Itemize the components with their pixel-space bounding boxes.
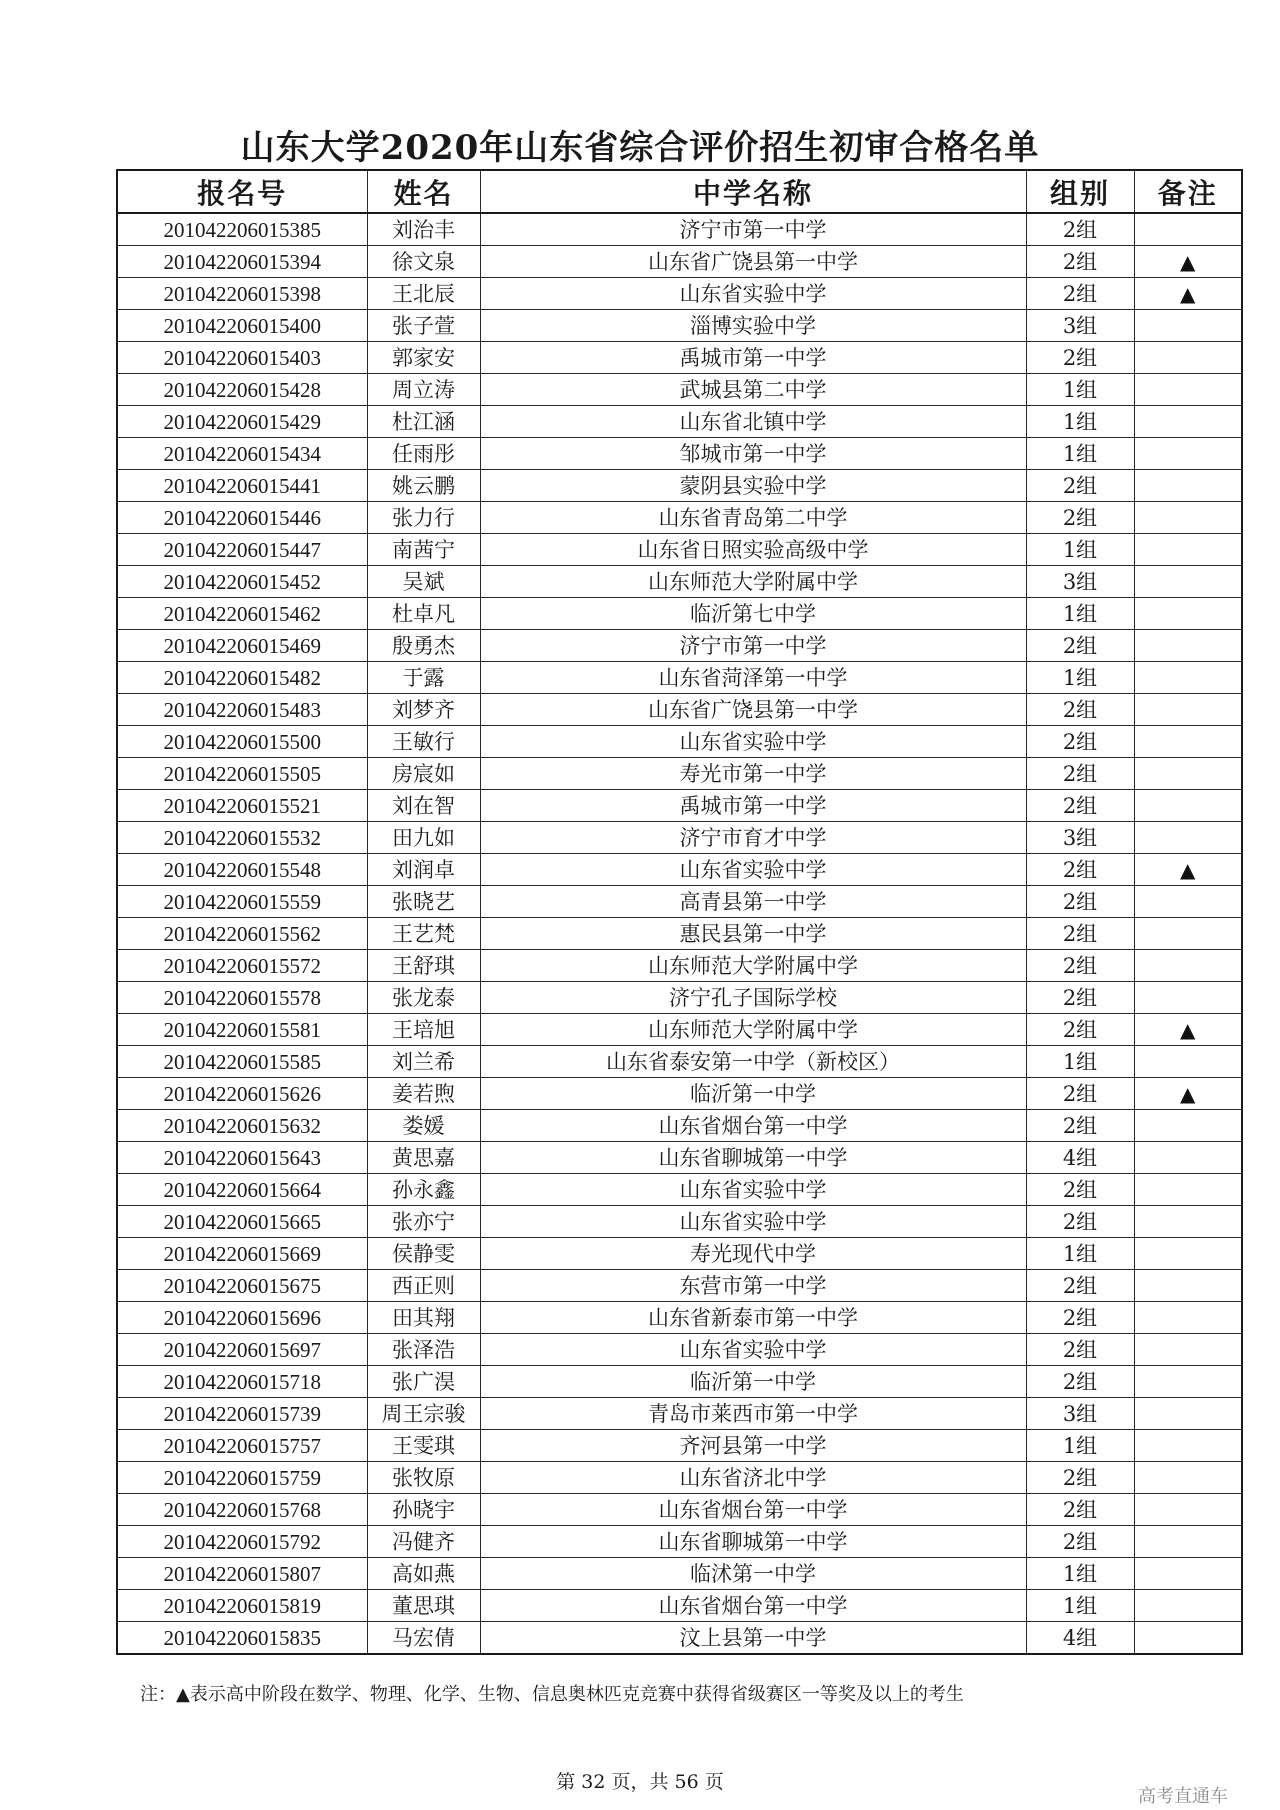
school-name: 山东省菏泽第一中学 [480, 662, 1026, 694]
registration-number: 201042206015632 [117, 1110, 367, 1142]
student-name: 董思琪 [367, 1590, 480, 1622]
registration-number: 201042206015505 [117, 758, 367, 790]
group: 2组 [1026, 1462, 1134, 1494]
student-name: 张泽浩 [367, 1334, 480, 1366]
group: 2组 [1026, 982, 1134, 1014]
registration-number: 201042206015521 [117, 790, 367, 822]
page-number: 第 32 页，共 56 页 [556, 1771, 724, 1793]
registration-number: 201042206015447 [117, 534, 367, 566]
school-name: 高青县第一中学 [480, 886, 1026, 918]
student-name: 王北辰 [367, 278, 480, 310]
school-name: 禹城市第一中学 [480, 342, 1026, 374]
remark [1134, 342, 1242, 374]
remark [1134, 1526, 1242, 1558]
registration-number: 201042206015441 [117, 470, 367, 502]
school-name: 山东师范大学附属中学 [480, 1014, 1026, 1046]
header-name: 姓名 [367, 170, 480, 213]
footnote: 注：▲表示高中阶段在数学、物理、化学、生物、信息奥林匹克竞赛中获得省级赛区一等奖及以上的考生 [140, 1684, 964, 1705]
group: 2组 [1026, 278, 1134, 310]
student-name: 张牧原 [367, 1462, 480, 1494]
registration-number: 201042206015664 [117, 1174, 367, 1206]
table-row [117, 1622, 1242, 1655]
table-row [117, 1110, 1242, 1142]
table-row [117, 1430, 1242, 1462]
school-name: 齐河县第一中学 [480, 1430, 1026, 1462]
registration-number: 201042206015665 [117, 1206, 367, 1238]
school-name: 济宁市第一中学 [480, 630, 1026, 662]
table-row [117, 1046, 1242, 1078]
table-row [117, 342, 1242, 374]
student-name: 孙晓宇 [367, 1494, 480, 1526]
group: 2组 [1026, 854, 1134, 886]
group: 1组 [1026, 406, 1134, 438]
group: 2组 [1026, 1494, 1134, 1526]
school-name: 济宁市育才中学 [480, 822, 1026, 854]
school-name: 山东省广饶县第一中学 [480, 694, 1026, 726]
student-name: 吴斌 [367, 566, 480, 598]
registration-number: 201042206015581 [117, 1014, 367, 1046]
remark [1134, 1462, 1242, 1494]
school-name: 汶上县第一中学 [480, 1622, 1026, 1655]
table-row [117, 694, 1242, 726]
registration-number: 201042206015792 [117, 1526, 367, 1558]
school-name: 山东省青岛第二中学 [480, 502, 1026, 534]
registration-number: 201042206015482 [117, 662, 367, 694]
student-name: 张龙泰 [367, 982, 480, 1014]
school-name: 山东省实验中学 [480, 726, 1026, 758]
remark [1134, 1494, 1242, 1526]
student-name: 房宸如 [367, 758, 480, 790]
student-name: 张亦宁 [367, 1206, 480, 1238]
registration-number: 201042206015446 [117, 502, 367, 534]
remark [1134, 950, 1242, 982]
group: 2组 [1026, 1526, 1134, 1558]
registration-number: 201042206015394 [117, 246, 367, 278]
remark [1134, 438, 1242, 470]
table-row [117, 1270, 1242, 1302]
remark [1134, 1398, 1242, 1430]
school-name: 山东省实验中学 [480, 278, 1026, 310]
student-name: 张力行 [367, 502, 480, 534]
registration-number: 201042206015398 [117, 278, 367, 310]
school-name: 邹城市第一中学 [480, 438, 1026, 470]
registration-number: 201042206015718 [117, 1366, 367, 1398]
school-name: 济宁市第一中学 [480, 213, 1026, 246]
group: 2组 [1026, 342, 1134, 374]
school-name: 山东省济北中学 [480, 1462, 1026, 1494]
registration-number: 201042206015548 [117, 854, 367, 886]
group: 2组 [1026, 1270, 1134, 1302]
table-row [117, 822, 1242, 854]
school-name: 禹城市第一中学 [480, 790, 1026, 822]
table-row [117, 758, 1242, 790]
school-name: 临沂第七中学 [480, 598, 1026, 630]
remark [1134, 758, 1242, 790]
header-remarks: 备注 [1134, 170, 1242, 213]
remark [1134, 1110, 1242, 1142]
table-row [117, 1558, 1242, 1590]
registration-number: 201042206015532 [117, 822, 367, 854]
remark [1134, 566, 1242, 598]
table-row [117, 374, 1242, 406]
student-name: 王舒琪 [367, 950, 480, 982]
group: 1组 [1026, 1590, 1134, 1622]
student-name: 姜若煦 [367, 1078, 480, 1110]
registration-number: 201042206015643 [117, 1142, 367, 1174]
registration-number: 201042206015500 [117, 726, 367, 758]
school-name: 山东省烟台第一中学 [480, 1494, 1026, 1526]
group: 2组 [1026, 726, 1134, 758]
table-row [117, 1590, 1242, 1622]
table-row [117, 1206, 1242, 1238]
table-row [117, 726, 1242, 758]
school-name: 山东省烟台第一中学 [480, 1590, 1026, 1622]
registration-number: 201042206015462 [117, 598, 367, 630]
registration-number: 201042206015759 [117, 1462, 367, 1494]
student-name: 田其翔 [367, 1302, 480, 1334]
group: 2组 [1026, 886, 1134, 918]
remark [1134, 406, 1242, 438]
school-name: 济宁孔子国际学校 [480, 982, 1026, 1014]
triangle-icon: ▲ [1134, 1078, 1242, 1110]
header-row [117, 170, 1242, 213]
table-row [117, 1462, 1242, 1494]
group: 2组 [1026, 758, 1134, 790]
table-row [117, 1398, 1242, 1430]
triangle-icon: ▲ [1134, 854, 1242, 886]
student-name: 姚云鹏 [367, 470, 480, 502]
remark [1134, 982, 1242, 1014]
group: 4组 [1026, 1142, 1134, 1174]
group: 1组 [1026, 438, 1134, 470]
student-name: 杜卓凡 [367, 598, 480, 630]
student-name: 周立涛 [367, 374, 480, 406]
student-name: 冯健齐 [367, 1526, 480, 1558]
table-row [117, 790, 1242, 822]
table-row [117, 1142, 1242, 1174]
student-name: 周王宗骏 [367, 1398, 480, 1430]
table-row [117, 982, 1242, 1014]
student-name: 殷勇杰 [367, 630, 480, 662]
table-row [117, 246, 1242, 278]
table-row [117, 502, 1242, 534]
remark [1134, 502, 1242, 534]
group: 2组 [1026, 470, 1134, 502]
school-name: 山东省日照实验高级中学 [480, 534, 1026, 566]
table-row [117, 406, 1242, 438]
table-row [117, 534, 1242, 566]
group: 2组 [1026, 694, 1134, 726]
school-name: 寿光市第一中学 [480, 758, 1026, 790]
school-name: 蒙阴县实验中学 [480, 470, 1026, 502]
table-row [117, 213, 1242, 246]
student-name: 孙永鑫 [367, 1174, 480, 1206]
group: 1组 [1026, 374, 1134, 406]
remark [1134, 310, 1242, 342]
school-name: 山东省北镇中学 [480, 406, 1026, 438]
registration-number: 201042206015626 [117, 1078, 367, 1110]
registration-number: 201042206015483 [117, 694, 367, 726]
student-name: 娄媛 [367, 1110, 480, 1142]
student-name: 刘梦齐 [367, 694, 480, 726]
triangle-icon: ▲ [1134, 278, 1242, 310]
triangle-icon: ▲ [1134, 1014, 1242, 1046]
school-name: 寿光现代中学 [480, 1238, 1026, 1270]
school-name: 青岛市莱西市第一中学 [480, 1398, 1026, 1430]
group: 1组 [1026, 598, 1134, 630]
registration-number: 201042206015452 [117, 566, 367, 598]
remark [1134, 1270, 1242, 1302]
roster-table [116, 169, 1243, 1655]
registration-number: 201042206015696 [117, 1302, 367, 1334]
table-row [117, 886, 1242, 918]
remark [1134, 918, 1242, 950]
group: 3组 [1026, 822, 1134, 854]
group: 2组 [1026, 1110, 1134, 1142]
table-row [117, 598, 1242, 630]
group: 2组 [1026, 1302, 1134, 1334]
remark [1134, 374, 1242, 406]
roster-body [117, 213, 1242, 1654]
school-name: 山东省实验中学 [480, 854, 1026, 886]
registration-number: 201042206015675 [117, 1270, 367, 1302]
school-name: 山东省新泰市第一中学 [480, 1302, 1026, 1334]
table-row [117, 1302, 1242, 1334]
student-name: 任雨彤 [367, 438, 480, 470]
school-name: 淄博实验中学 [480, 310, 1026, 342]
group: 3组 [1026, 310, 1134, 342]
student-name: 杜江涵 [367, 406, 480, 438]
group: 2组 [1026, 950, 1134, 982]
group: 2组 [1026, 1366, 1134, 1398]
school-name: 山东省聊城第一中学 [480, 1142, 1026, 1174]
school-name: 临沭第一中学 [480, 1558, 1026, 1590]
group: 1组 [1026, 1238, 1134, 1270]
table-row [117, 310, 1242, 342]
remark [1134, 1174, 1242, 1206]
group: 2组 [1026, 246, 1134, 278]
registration-number: 201042206015429 [117, 406, 367, 438]
school-name: 临沂第一中学 [480, 1078, 1026, 1110]
registration-number: 201042206015572 [117, 950, 367, 982]
table-row [117, 918, 1242, 950]
registration-number: 201042206015739 [117, 1398, 367, 1430]
registration-number: 201042206015835 [117, 1622, 367, 1655]
table-row [117, 662, 1242, 694]
student-name: 高如燕 [367, 1558, 480, 1590]
header-registration-number: 报名号 [117, 170, 367, 213]
group: 2组 [1026, 790, 1134, 822]
table-row [117, 854, 1242, 886]
student-name: 张晓艺 [367, 886, 480, 918]
student-name: 西正则 [367, 1270, 480, 1302]
school-name: 山东省实验中学 [480, 1206, 1026, 1238]
registration-number: 201042206015385 [117, 213, 367, 246]
student-name: 王艺梵 [367, 918, 480, 950]
table-row [117, 1526, 1242, 1558]
table-row [117, 1238, 1242, 1270]
group: 2组 [1026, 630, 1134, 662]
registration-number: 201042206015400 [117, 310, 367, 342]
student-name: 黄思嘉 [367, 1142, 480, 1174]
header-school-name: 中学名称 [480, 170, 1026, 213]
remark [1134, 726, 1242, 758]
remark [1134, 1142, 1242, 1174]
registration-number: 201042206015669 [117, 1238, 367, 1270]
student-name: 王敏行 [367, 726, 480, 758]
header-group: 组别 [1026, 170, 1134, 213]
student-name: 刘润卓 [367, 854, 480, 886]
table-row [117, 438, 1242, 470]
registration-number: 201042206015697 [117, 1334, 367, 1366]
student-name: 王培旭 [367, 1014, 480, 1046]
group: 2组 [1026, 918, 1134, 950]
remark [1134, 1334, 1242, 1366]
registration-number: 201042206015578 [117, 982, 367, 1014]
student-name: 徐文泉 [367, 246, 480, 278]
remark [1134, 1430, 1242, 1462]
school-name: 山东省广饶县第一中学 [480, 246, 1026, 278]
registration-number: 201042206015585 [117, 1046, 367, 1078]
registration-number: 201042206015403 [117, 342, 367, 374]
remark [1134, 1558, 1242, 1590]
student-name: 刘治丰 [367, 213, 480, 246]
student-name: 郭家安 [367, 342, 480, 374]
table-row [117, 1078, 1242, 1110]
student-name: 张广淏 [367, 1366, 480, 1398]
remark [1134, 213, 1242, 246]
page-title: 山东大学2020年山东省综合评价招生初审合格名单 [240, 128, 1040, 168]
school-name: 临沂第一中学 [480, 1366, 1026, 1398]
group: 2组 [1026, 1078, 1134, 1110]
table-row [117, 566, 1242, 598]
registration-number: 201042206015469 [117, 630, 367, 662]
table-row [117, 630, 1242, 662]
group: 1组 [1026, 534, 1134, 566]
remark [1134, 1590, 1242, 1622]
group: 3组 [1026, 566, 1134, 598]
registration-number: 201042206015757 [117, 1430, 367, 1462]
remark [1134, 1206, 1242, 1238]
remark [1134, 1302, 1242, 1334]
table-row [117, 1014, 1242, 1046]
group: 1组 [1026, 662, 1134, 694]
triangle-icon: ▲ [1134, 246, 1242, 278]
table-row [117, 1494, 1242, 1526]
school-name: 山东省泰安第一中学（新校区） [480, 1046, 1026, 1078]
remark [1134, 598, 1242, 630]
remark [1134, 790, 1242, 822]
remark [1134, 470, 1242, 502]
registration-number: 201042206015768 [117, 1494, 367, 1526]
remark [1134, 886, 1242, 918]
school-name: 惠民县第一中学 [480, 918, 1026, 950]
group: 3组 [1026, 1398, 1134, 1430]
school-name: 山东师范大学附属中学 [480, 950, 1026, 982]
remark [1134, 1046, 1242, 1078]
student-name: 刘兰希 [367, 1046, 480, 1078]
school-name: 武城县第二中学 [480, 374, 1026, 406]
table-row [117, 1366, 1242, 1398]
student-name: 王雯琪 [367, 1430, 480, 1462]
school-name: 山东省实验中学 [480, 1334, 1026, 1366]
group: 2组 [1026, 1174, 1134, 1206]
student-name: 南茜宁 [367, 534, 480, 566]
student-name: 刘在智 [367, 790, 480, 822]
registration-number: 201042206015559 [117, 886, 367, 918]
group: 2组 [1026, 1206, 1134, 1238]
student-name: 侯静雯 [367, 1238, 480, 1270]
registration-number: 201042206015807 [117, 1558, 367, 1590]
remark [1134, 694, 1242, 726]
registration-number: 201042206015428 [117, 374, 367, 406]
table-row [117, 1174, 1242, 1206]
remark [1134, 1366, 1242, 1398]
school-name: 山东省烟台第一中学 [480, 1110, 1026, 1142]
school-name: 山东师范大学附属中学 [480, 566, 1026, 598]
remark [1134, 1238, 1242, 1270]
student-name: 于露 [367, 662, 480, 694]
student-name: 马宏倩 [367, 1622, 480, 1655]
table-row [117, 470, 1242, 502]
remark [1134, 630, 1242, 662]
group: 1组 [1026, 1558, 1134, 1590]
registration-number: 201042206015434 [117, 438, 367, 470]
student-name: 张子萱 [367, 310, 480, 342]
remark [1134, 534, 1242, 566]
group: 4组 [1026, 1622, 1134, 1655]
group: 2组 [1026, 213, 1134, 246]
group: 1组 [1026, 1046, 1134, 1078]
registration-number: 201042206015819 [117, 1590, 367, 1622]
watermark-text: 高考直通车 [1138, 1786, 1228, 1807]
table-row [117, 1334, 1242, 1366]
remark [1134, 1622, 1242, 1655]
group: 2组 [1026, 1334, 1134, 1366]
table-row [117, 950, 1242, 982]
school-name: 山东省实验中学 [480, 1174, 1026, 1206]
school-name: 山东省聊城第一中学 [480, 1526, 1026, 1558]
student-name: 田九如 [367, 822, 480, 854]
group: 2组 [1026, 502, 1134, 534]
table-row [117, 278, 1242, 310]
group: 1组 [1026, 1430, 1134, 1462]
remark [1134, 822, 1242, 854]
registration-number: 201042206015562 [117, 918, 367, 950]
remark [1134, 662, 1242, 694]
group: 2组 [1026, 1014, 1134, 1046]
school-name: 东营市第一中学 [480, 1270, 1026, 1302]
